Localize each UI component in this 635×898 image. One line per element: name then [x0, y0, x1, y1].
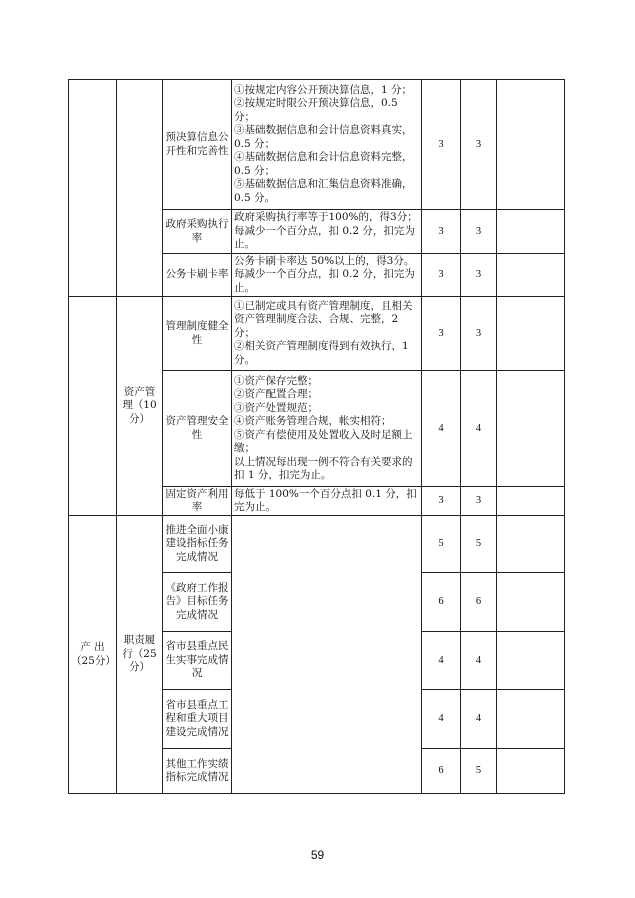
- dimension-cell-continued: [69, 297, 117, 516]
- weight-cell: 4: [422, 690, 461, 749]
- criteria-cell: [232, 297, 422, 371]
- remarks-cell: [497, 516, 565, 573]
- score-cell: 4: [461, 690, 497, 749]
- remarks-cell: [497, 690, 565, 749]
- indicator-cell: 固定资产利用率: [163, 487, 232, 516]
- indicator-cell: 省市县重点工程和重大项目建设完成情况: [163, 690, 232, 749]
- criteria-cell: 公务卡刷卡率达 50%以上的，得3分。每减少一个百分点，扣 0.2 分，扣完为止。: [232, 254, 422, 297]
- criteria-line: ④资产账务管理合规，帐实相符；: [234, 415, 392, 427]
- weight-cell: 6: [422, 749, 461, 794]
- criteria-line: ⑤基础数据信息和汇集信息资料准确，0.5 分。: [234, 178, 413, 204]
- score-cell: 4: [461, 371, 497, 487]
- indicator-cell: 推进全面小康建设指标任务完成情况: [163, 516, 232, 573]
- remarks-cell: [497, 297, 565, 371]
- indicator-cell: 公务卡刷卡率: [163, 254, 232, 297]
- indicator-cell: 管理制度健全性: [163, 297, 232, 371]
- criteria-line: ①按规定内容公开预决算信息，1 分；: [234, 83, 413, 96]
- score-cell: 3: [461, 487, 497, 516]
- table-row: [69, 80, 565, 210]
- criteria-cell: [232, 371, 422, 487]
- page-number: 59: [310, 848, 325, 862]
- criteria-cell: [232, 516, 422, 794]
- remarks-cell: [497, 749, 565, 794]
- indicator-cell: 预决算信息公开性和完善性: [163, 80, 232, 210]
- criteria-line: ⑤资产有偿使用及处置收入及时足额上缴；: [234, 428, 413, 454]
- indicator-cell: 其他工作实绩指标完成情况: [163, 749, 232, 794]
- remarks-cell: [497, 487, 565, 516]
- criteria-cell: 每低于 100%一个百分点扣 0.1 分，扣完为止。: [232, 487, 422, 516]
- score-cell: 4: [461, 632, 497, 690]
- criteria-line: ③基础数据信息和会计信息资料真实，0.5 分；: [234, 124, 413, 150]
- weight-cell: 4: [422, 632, 461, 690]
- score-cell: 5: [461, 749, 497, 794]
- criteria-cell: [232, 80, 422, 210]
- score-cell: 3: [461, 297, 497, 371]
- remarks-cell: [497, 254, 565, 297]
- indicator-cell: 《政府工作报告》目标任务完成情况: [163, 573, 232, 632]
- weight-cell: 3: [422, 254, 461, 297]
- criteria-line: ②按规定时限公开预决算信息，0.5 分；: [234, 97, 398, 123]
- category-cell: 资产管理（10分）: [117, 297, 163, 516]
- indicator-cell: 省市县重点民生实事完成情况: [163, 632, 232, 690]
- criteria-line: ③资产处置规范；: [234, 401, 318, 414]
- criteria-line: ②资产配置合理；: [234, 388, 318, 400]
- criteria-line: ④基础数据信息和会计信息资料完整，0.5 分；: [234, 151, 413, 177]
- dimension-cell: 产 出（25分）: [69, 516, 117, 794]
- evaluation-table: [68, 79, 565, 794]
- weight-cell: 3: [422, 297, 461, 371]
- table-row: [69, 516, 565, 573]
- weight-cell: 3: [422, 210, 461, 254]
- criteria-cell: 政府采购执行率等于100%的，得3分；每减少一个百分点，扣 0.2 分，扣完为止。: [232, 210, 422, 254]
- dimension-cell-continued: [69, 80, 117, 297]
- weight-cell: 3: [422, 487, 461, 516]
- remarks-cell: [497, 632, 565, 690]
- table-row: [69, 297, 565, 371]
- remarks-cell: [497, 573, 565, 632]
- weight-cell: 5: [422, 516, 461, 573]
- category-cell-continued: [117, 80, 163, 297]
- remarks-cell: [497, 210, 565, 254]
- score-cell: 3: [461, 254, 497, 297]
- criteria-line: 以上情况每出现一例不符合有关要求的扣 1 分，扣完为止。: [234, 455, 413, 481]
- score-cell: 3: [461, 210, 497, 254]
- criteria-line: ①资产保存完整；: [234, 374, 318, 387]
- criteria-line: ①已制定或具有资产管理制度，且相关资产管理制度合法、合规、完整，2 分；: [234, 299, 413, 339]
- remarks-cell: [497, 80, 565, 210]
- score-cell: 5: [461, 516, 497, 573]
- category-cell: 职责履行（25分）: [117, 516, 163, 794]
- weight-cell: 4: [422, 371, 461, 487]
- criteria-line: ②相关资产管理制度得到有效执行，1 分。: [234, 340, 409, 366]
- indicator-cell: 资产管理安全性: [163, 371, 232, 487]
- weight-cell: 6: [422, 573, 461, 632]
- indicator-cell: 政府采购执行率: [163, 210, 232, 254]
- score-cell: 3: [461, 80, 497, 210]
- weight-cell: 3: [422, 80, 461, 210]
- remarks-cell: [497, 371, 565, 487]
- score-cell: 6: [461, 573, 497, 632]
